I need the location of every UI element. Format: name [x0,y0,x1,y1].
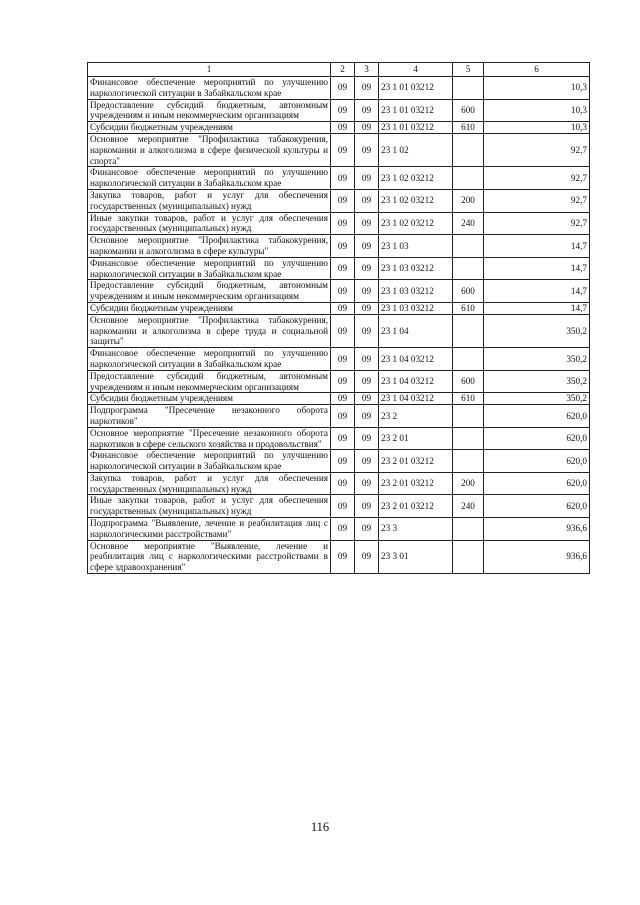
target-article-code: 23 2 01 [379,427,453,450]
subsection-code: 09 [355,370,379,393]
table-row [88,540,590,573]
amount: 350,2 [484,393,590,405]
target-article-code: 23 2 01 03212 [379,472,453,495]
expense-type-code: 600 [453,370,484,393]
expense-type-code [453,167,484,190]
table-body [88,77,590,574]
expense-type-code: 610 [453,122,484,134]
expense-type-code: 240 [453,495,484,518]
subsection-code: 09 [355,495,379,518]
subsection-code: 09 [355,518,379,541]
table-row [88,212,590,235]
row-name: Подпрограмма "Выявление, лечение и реабилитация лиц с наркологическими расстройствами" [88,518,331,541]
table-row [88,122,590,134]
page-number: 116 [310,820,330,834]
table-row [88,133,590,166]
amount: 936,6 [484,540,590,573]
row-name: Субсидии бюджетным учреждениям [88,393,331,405]
section-code: 09 [331,348,355,371]
row-name: Финансовое обеспечение мероприятий по улучшению наркологической ситуации в Забайкальском крае [88,257,331,280]
amount: 14,7 [484,257,590,280]
amount: 92,7 [484,189,590,212]
section-code: 09 [331,540,355,573]
expense-type-code [453,235,484,258]
subsection-code: 09 [355,393,379,405]
row-name: Субсидии бюджетным учреждениям [88,122,331,134]
header-cell: 2 [331,63,355,77]
section-code: 09 [331,189,355,212]
subsection-code: 09 [355,212,379,235]
subsection-code: 09 [355,77,379,100]
table-row [88,472,590,495]
target-article-code: 23 1 03 [379,235,453,258]
header-cell: 3 [355,63,379,77]
amount: 14,7 [484,302,590,314]
subsection-code: 09 [355,427,379,450]
expense-type-code: 600 [453,280,484,303]
table-row [88,405,590,428]
section-code: 09 [331,235,355,258]
target-article-code: 23 1 02 03212 [379,189,453,212]
table-row [88,99,590,122]
row-name: Предоставление субсидий бюджетным, автономным учреждениям и иным некоммерческим организациям [88,370,331,393]
section-code: 09 [331,495,355,518]
target-article-code: 23 1 04 03212 [379,393,453,405]
amount: 14,7 [484,280,590,303]
row-name: Иные закупки товаров, работ и услуг для обеспечения государственных (муниципальных) нужд [88,212,331,235]
expense-type-code [453,133,484,166]
section-code: 09 [331,450,355,473]
expense-type-code [453,450,484,473]
amount: 620,0 [484,495,590,518]
section-code: 09 [331,370,355,393]
subsection-code: 09 [355,280,379,303]
section-code: 09 [331,77,355,100]
target-article-code: 23 1 02 [379,133,453,166]
section-code: 09 [331,314,355,347]
header-cell: 1 [88,63,331,77]
row-name: Финансовое обеспечение мероприятий по улучшению наркологической ситуации в Забайкальском крае [88,348,331,371]
row-name: Закупка товаров, работ и услуг для обеспечения государственных (муниципальных) нужд [88,472,331,495]
target-article-code: 23 1 04 03212 [379,370,453,393]
section-code: 09 [331,393,355,405]
amount: 620,0 [484,427,590,450]
section-code: 09 [331,472,355,495]
header-cell: 6 [484,63,590,77]
target-article-code: 23 1 02 03212 [379,212,453,235]
amount: 620,0 [484,450,590,473]
target-article-code: 23 1 04 [379,314,453,347]
row-name: Предоставление субсидий бюджетным, автономным учреждениям и иным некоммерческим организациям [88,99,331,122]
expense-type-code [453,348,484,371]
section-code: 09 [331,405,355,428]
section-code: 09 [331,122,355,134]
subsection-code: 09 [355,450,379,473]
expense-type-code [453,314,484,347]
subsection-code: 09 [355,133,379,166]
target-article-code: 23 1 03 03212 [379,257,453,280]
subsection-code: 09 [355,235,379,258]
target-article-code: 23 1 01 03212 [379,77,453,100]
subsection-code: 09 [355,189,379,212]
amount: 10,3 [484,122,590,134]
expense-type-code: 200 [453,472,484,495]
section-code: 09 [331,518,355,541]
subsection-code: 09 [355,122,379,134]
row-name: Основное мероприятие "Профилактика табакокурения, наркомании и алкоголизма в сфере труда и социальной защиты" [88,314,331,347]
table-row [88,348,590,371]
section-code: 09 [331,302,355,314]
subsection-code: 09 [355,99,379,122]
table-row [88,235,590,258]
target-article-code: 23 3 01 [379,540,453,573]
expense-type-code [453,518,484,541]
budget-table [87,62,590,574]
row-name: Основное мероприятие "Выявление, лечение и реабилитация лиц с наркологическими расстройствами в сфере здравоохранения" [88,540,331,573]
row-name: Основное мероприятие "Пресечение незаконного оборота наркотиков в сфере сельского хозяйства и продовольствия" [88,427,331,450]
expense-type-code: 240 [453,212,484,235]
table-row [88,518,590,541]
amount: 620,0 [484,472,590,495]
target-article-code: 23 3 [379,518,453,541]
section-code: 09 [331,167,355,190]
subsection-code: 09 [355,540,379,573]
table-row [88,280,590,303]
expense-type-code [453,77,484,100]
table-row [88,77,590,100]
expense-type-code: 610 [453,393,484,405]
subsection-code: 09 [355,257,379,280]
target-article-code: 23 1 01 03212 [379,99,453,122]
table-row [88,302,590,314]
expense-type-code: 200 [453,189,484,212]
target-article-code: 23 1 03 03212 [379,302,453,314]
table-row [88,370,590,393]
section-code: 09 [331,133,355,166]
row-name: Финансовое обеспечение мероприятий по улучшению наркологической ситуации в Забайкальском крае [88,450,331,473]
subsection-code: 09 [355,314,379,347]
expense-type-code [453,405,484,428]
section-code: 09 [331,427,355,450]
expense-type-code [453,427,484,450]
row-name: Предоставление субсидий бюджетным, автономным учреждениям и иным некоммерческим организациям [88,280,331,303]
amount: 350,2 [484,314,590,347]
amount: 10,3 [484,77,590,100]
subsection-code: 09 [355,167,379,190]
expense-type-code: 610 [453,302,484,314]
table-row [88,167,590,190]
subsection-code: 09 [355,302,379,314]
target-article-code: 23 2 01 03212 [379,495,453,518]
subsection-code: 09 [355,348,379,371]
target-article-code: 23 1 01 03212 [379,122,453,134]
table-row [88,257,590,280]
table-row [88,495,590,518]
target-article-code: 23 2 01 03212 [379,450,453,473]
subsection-code: 09 [355,405,379,428]
target-article-code: 23 1 02 03212 [379,167,453,190]
table-row [88,427,590,450]
subsection-code: 09 [355,472,379,495]
target-article-code: 23 2 [379,405,453,428]
expense-type-code: 600 [453,99,484,122]
row-name: Основное мероприятие "Профилактика табакокурения, наркомании и алкоголизма в сфере культуры" [88,235,331,258]
table-row [88,393,590,405]
header-cell: 4 [379,63,453,77]
amount: 620,0 [484,405,590,428]
amount: 350,2 [484,348,590,371]
table-row [88,189,590,212]
amount: 92,7 [484,133,590,166]
header-row [88,63,590,77]
header-cell: 5 [453,63,484,77]
row-name: Финансовое обеспечение мероприятий по улучшению наркологической ситуации в Забайкальском крае [88,77,331,100]
row-name: Иные закупки товаров, работ и услуг для обеспечения государственных (муниципальных) нужд [88,495,331,518]
expense-type-code [453,257,484,280]
row-name: Финансовое обеспечение мероприятий по улучшению наркологической ситуации в Забайкальском крае [88,167,331,190]
amount: 92,7 [484,212,590,235]
table-row [88,314,590,347]
target-article-code: 23 1 04 03212 [379,348,453,371]
expense-type-code [453,540,484,573]
row-name: Субсидии бюджетным учреждениям [88,302,331,314]
amount: 92,7 [484,167,590,190]
row-name: Подпрограмма "Пресечение незаконного оборота наркотиков" [88,405,331,428]
section-code: 09 [331,212,355,235]
amount: 936,6 [484,518,590,541]
amount: 350,2 [484,370,590,393]
section-code: 09 [331,257,355,280]
target-article-code: 23 1 03 03212 [379,280,453,303]
row-name: Закупка товаров, работ и услуг для обеспечения государственных (муниципальных) нужд [88,189,331,212]
table-row [88,450,590,473]
section-code: 09 [331,99,355,122]
amount: 10,3 [484,99,590,122]
row-name: Основное мероприятие "Профилактика табакокурения, наркомании и алкоголизма в сфере физической культуры и спорта" [88,133,331,166]
amount: 14,7 [484,235,590,258]
section-code: 09 [331,280,355,303]
